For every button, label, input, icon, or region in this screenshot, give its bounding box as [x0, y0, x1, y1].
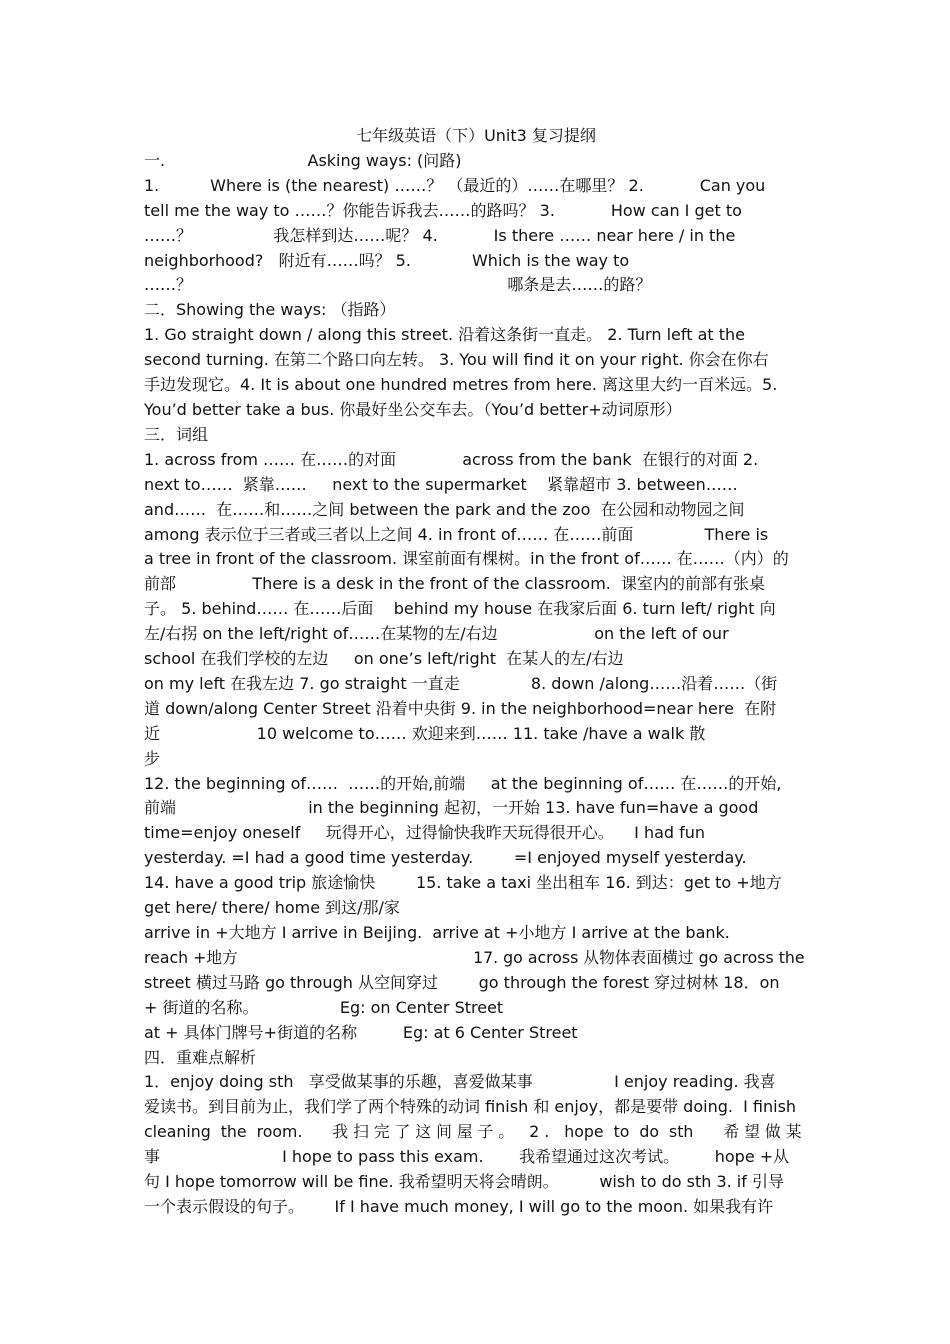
document-title: 七年级英语（下）Unit3 复习提纲 — [356, 126, 596, 145]
text-line: You’d better take a bus. 你最好坐公交车去。（You’d better+动词原形） — [144, 399, 682, 419]
text-line: 1．enjoy doing sth 享受做某事的乐趣，喜爱做某事 I enjoy reading. 我喜 — [144, 1072, 776, 1092]
text-line: 一. Asking ways: (问路) — [144, 150, 462, 170]
text-line: 左/右拐 on the left/right of……在某物的左/右边 on the left of our — [144, 624, 729, 644]
text-line: 子。 5. behind…… 在……后面 behind my house 在我家后面 6. turn left/ right 向 — [144, 599, 776, 619]
text-line: yesterday. =I had a good time yesterday. =I enjoyed myself yesterday. — [144, 848, 747, 868]
text-line: ……？ 哪条是去……的路？ — [144, 275, 652, 295]
text-line: 三．词组 — [144, 424, 209, 444]
text-line: 1. Where is (the nearest) ……？ （最近的）……在哪里？ 2. Can you — [144, 175, 766, 195]
text-line: 近 10 welcome to…… 欢迎来到…… 11. take /have a walk 散 — [144, 723, 706, 743]
text-line: 爱读书。到目前为止，我们学了两个特殊的动词 finish 和 enjoy，都是要带 doing. I finish — [144, 1097, 797, 1117]
text-line: arrive in +大地方 I arrive in Beijing. arrive at +小地方 I arrive at the bank. — [144, 923, 730, 942]
text-line: 12. the beginning of…… ……的开始,前端 at the beginning of…… 在……的开始, — [144, 773, 782, 793]
text-line: 1. Go straight down / along this street. 沿着这条街一直走。 2. Turn left at the — [144, 325, 745, 345]
text-line: reach +地方 17. go across 从物体表面横过 go across the — [144, 947, 805, 967]
text-line: neighborhood? 附近有……吗？ 5. Which is the way to — [144, 250, 630, 270]
text-line: 四．重难点解析 — [144, 1047, 257, 1067]
text-line: time=enjoy oneself 玩得开心，过得愉快我昨天玩得很开心。 I had fun — [144, 823, 706, 843]
text-line: 14. have a good trip 旅途愉快 15. take a taxi 坐出租车 16. 到达：get to +地方 — [144, 873, 782, 893]
text-line: 二．Showing the ways: （指路） — [144, 300, 396, 320]
text-line: get here/ there/ home 到这/那/家 — [144, 898, 400, 918]
text-line: on my left 在我左边 7. go straight 一直走 8. down /along……沿着……（街 — [144, 673, 778, 693]
document-lines — [144, 149, 808, 1220]
text-line: 步 — [144, 748, 161, 768]
text-line: school 在我们学校的左边 on one’s left/right 在某人的左/右边 — [144, 649, 624, 669]
text-line: 一个表示假设的句子。 If I have much money, I will go to the moon. 如果我有许 — [144, 1196, 774, 1216]
text-line: 前端 in the beginning 起初，一开始 13. have fun=have a good — [144, 798, 759, 818]
text-line: 1. across from …… 在……的对面 across from the bank 在银行的对面 2. — [144, 449, 759, 469]
text-line: 事 I hope to pass this exam. 我希望通过这次考试。 hope +从 — [144, 1147, 790, 1167]
text-line: 前部 There is a desk in the front of the classroom. 课室内的前部有张桌 — [144, 574, 766, 594]
text-line: a tree in front of the classroom. 课室前面有棵树。in the front of…… 在……（内）的 — [144, 549, 789, 569]
text-line: street 横过马路 go through 从空间穿过 go through the forest 穿过树林 18．on — [144, 972, 780, 992]
text-line: + 街道的名称。 Eg: on Center Street — [144, 997, 504, 1017]
text-line: 道 down/along Center Street 沿着中央街 9. in the neighborhood=near here 在附 — [144, 698, 777, 718]
text-line: cleaning the room. 我 扫 完 了 这 间 屋 子 。 2 . hope to do sth 希 望 做 某 — [144, 1122, 802, 1142]
text-line: among 表示位于三者或三者以上之间 4. in front of…… 在……前面 There is — [144, 524, 769, 544]
text-line: 句 I hope tomorrow will be fine. 我希望明天将会晴朗。 wish to do sth 3. if 引导 — [144, 1172, 784, 1192]
text-line: and…… 在……和……之间 between the park and the zoo 在公园和动物园之间 — [144, 499, 745, 519]
text-line: 手边发现它。4. It is about one hundred metres from here. 离这里大约一百米远。5. — [144, 375, 778, 395]
text-line: tell me the way to ……？你能告诉我去……的路吗？ 3. How can I get to — [144, 200, 742, 220]
text-line: at + 具体门牌号+街道的名称 Eg: at 6 Center Street — [144, 1022, 578, 1042]
text-line: ……？ 我怎样到达……呢？ 4. Is there …… near here / in the — [144, 225, 736, 245]
document-body — [144, 124, 808, 1220]
text-line: second turning. 在第二个路口向左转。 3. You will find it on your right. 你会在你右 — [144, 350, 769, 370]
text-line: next to…… 紧靠…… next to the supermarket 紧靠超市 3. between…… — [144, 474, 738, 494]
